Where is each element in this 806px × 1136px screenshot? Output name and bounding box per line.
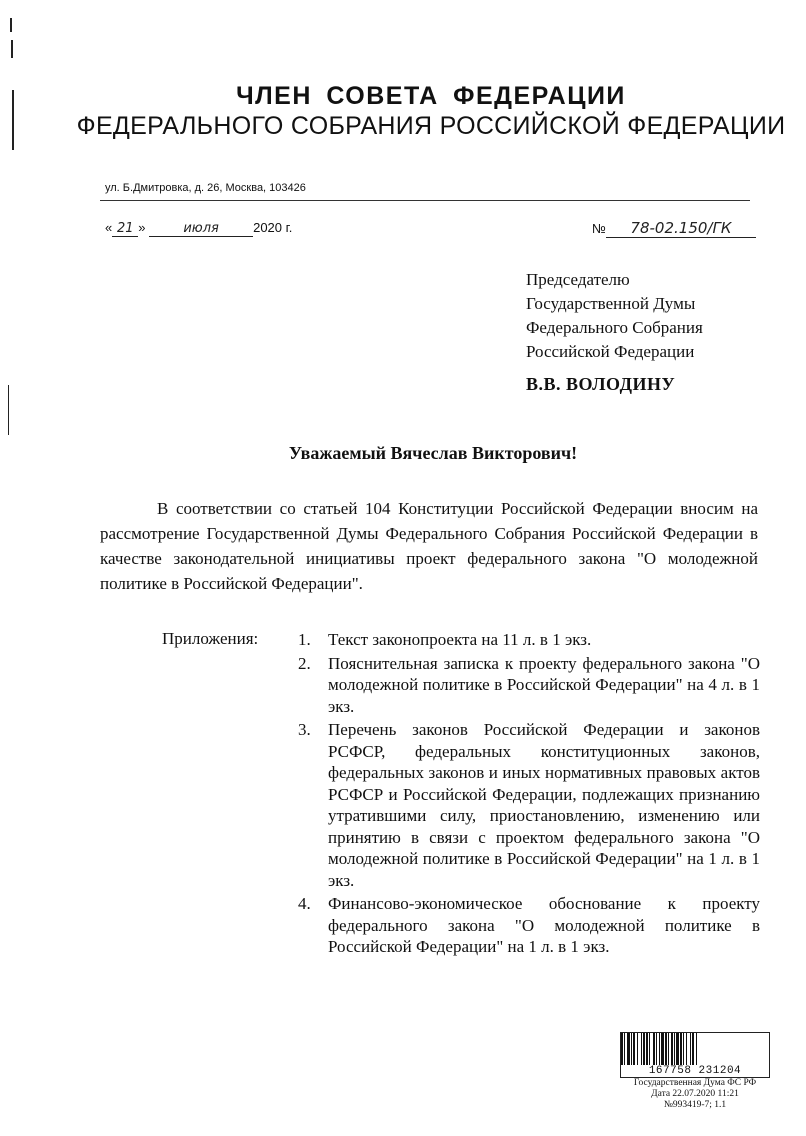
salutation: Уважаемый Вячеслав Викторович! (288, 443, 578, 463)
scan-edge-mark (11, 40, 13, 58)
list-item (298, 719, 760, 891)
attachments-label: Приложения: (162, 629, 259, 648)
sender-address: ул. Б.Дмитровка, д. 26, Москва, 103426 (105, 182, 306, 194)
list-item-text: Текст законопроекта на 11 л. в 1 экз. (328, 630, 592, 649)
list-item-number: 1. (298, 630, 311, 649)
date-close-quote: » (138, 220, 146, 235)
addressee-line: Российской Федерации (526, 342, 695, 361)
date-month: июля (149, 221, 253, 237)
attachments-list (298, 629, 760, 960)
stamp-line: №993419-7; 1.1 (663, 1100, 727, 1110)
recipient-name: В.В. ВОЛОДИНУ (526, 374, 676, 394)
addressee-line: Государственной Думы (526, 294, 696, 313)
list-item-text: Перечень законов Российской Федерации и законов РСФСР, федеральных конституционных законов, федеральных законов и иных нормативных правовых актов РСФСР и Российской Федерации, подлежащих признанию утратившими силу, приостановлению, изменению или принятию в связи с проектом федерального закона "О молодежной политике в Российской Федерации" на 1 л. в 1 экз. (328, 720, 760, 890)
list-item (298, 893, 760, 958)
barcode-bar (697, 1033, 698, 1065)
addressee-block (526, 268, 703, 364)
list-item-text: Финансово-экономическое обоснование к проекту федерального закона "О молодежной политике в Российской Федерации" на 1 л. в 1 экз. (328, 894, 760, 956)
list-item-text: Пояснительная записка к проекту федерального закона "О молодежной политике в Российской Федерации" на 4 л. в 1 экз. (328, 653, 760, 716)
letter-date (105, 220, 292, 237)
scan-edge-mark (8, 385, 9, 435)
stamp-line: Государственная Дума ФС РФ (633, 1078, 757, 1088)
scan-edge-mark (10, 18, 12, 32)
org-subtitle: ФЕДЕРАЛЬНОГО СОБРАНИЯ РОССИЙСКОЙ ФЕДЕРАЦИИ (76, 112, 786, 140)
date-year: 2020 г. (253, 220, 293, 235)
header-divider (100, 200, 750, 201)
list-item (298, 629, 760, 651)
list-item-number: 2. (298, 653, 311, 673)
letter-body: В соответствии со статьей 104 Конституции Российской Федерации вносим на рассмотрение Государственной Думы Федерального Собрания Российской Федерации в качестве законодательной инициативы проект федерального закона "О молодежной политике в Российской Федерации". (100, 499, 758, 593)
number-prefix: № (592, 221, 606, 236)
org-title: ЧЛЕН СОВЕТА ФЕДЕРАЦИИ (236, 82, 626, 110)
addressee-line: Федерального Собрания (526, 318, 703, 337)
list-item-number: 4. (298, 894, 311, 913)
letter-number (592, 219, 756, 238)
stamp-line: Дата 22.07.2020 11:21 (651, 1089, 739, 1099)
list-item-number: 3. (298, 720, 311, 739)
date-day: 21 (112, 221, 138, 237)
list-item (298, 653, 760, 718)
date-open-quote: « (105, 220, 113, 235)
number-value: 78-02.150/ГК (606, 219, 756, 238)
barcode (620, 1032, 770, 1065)
addressee-line: Председателю (526, 270, 630, 289)
registration-stamp (620, 1032, 770, 1114)
barcode-number: 167758 231204 (620, 1065, 770, 1078)
